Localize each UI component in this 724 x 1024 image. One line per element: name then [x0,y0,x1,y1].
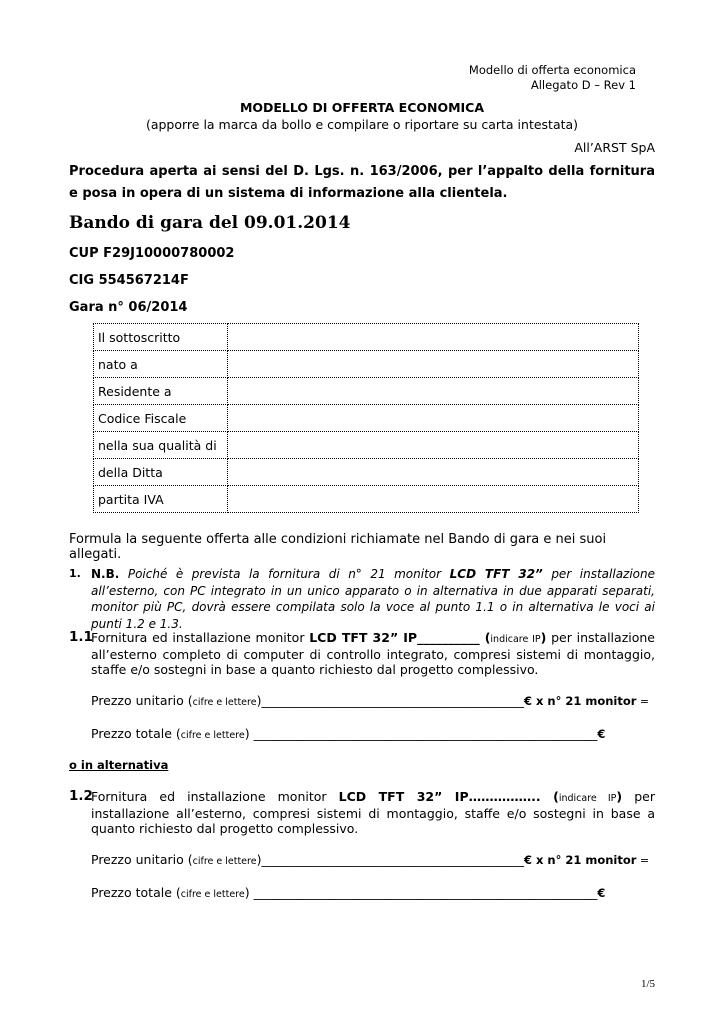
procedure-title: Procedura aperta ai sensi del D. Lgs. n. 163/2006, per l’appalto della fornitura e posa in opera di un sistema di informazione alla clientela. [69,164,655,201]
total-price-line-1-2[interactable] [91,885,605,900]
form-row-label: Codice Fiscale [94,405,228,432]
header-line-2: Allegato D – Rev 1 [530,78,636,92]
cig-code: CIG 554567214F [69,273,189,288]
form-row-value-field[interactable] [228,378,639,405]
total-price-suffix: € [597,886,606,900]
form-row-value-field[interactable] [228,324,639,351]
form-row-value-field[interactable] [228,405,639,432]
form-row [94,432,639,459]
total-price-line-1-1[interactable] [91,726,605,741]
page-number: 1/5 [640,978,655,990]
unit-price-suffix: € x n° 21 monitor [523,853,637,867]
form-row [94,486,639,513]
form-row-value-field[interactable] [228,486,639,513]
unit-price-label: Prezzo unitario ( [91,852,193,867]
form-row-label: Residente a [94,378,228,405]
nb-text-b: per installazione all’esterno, con PC integrato in un unico apparato o in alternativa in due apparati separati, monitor più PC, dovrà essere compilata solo la voce al punto 1.1 o in alternativa le voci ai punti 1.2 e 1.3. [91,567,656,631]
form-row-label: nella sua qualità di [94,432,228,459]
item-1-1-text-b: per installazione all’esterno completo di computer di controllo integrato, compresi sistemi di montaggio, staffe e/o sostegni in base a quanto richiesto dal progetto complessivo. [91,630,655,677]
form-row [94,351,639,378]
unit-price-line-1-1[interactable] [91,693,649,708]
unit-price-equals: = [636,854,650,867]
item-1-1-product: LCD TFT 32” IP__________ ( [309,630,491,645]
item-1-1 [69,630,655,677]
unit-price-suffix: € x n° 21 monitor [523,694,637,708]
item-1-1-hint: indicare IP [490,634,541,645]
unit-price-label: Prezzo unitario ( [91,693,193,708]
form-row [94,459,639,486]
nb-product: LCD TFT 32” [449,567,543,581]
unit-price-equals: = [636,695,650,708]
item-1-2-text-a: Fornitura ed installazione monitor [91,789,339,804]
item-1-1-close: ) [540,630,547,645]
unit-price-blank[interactable]: )__________________________________________ [256,852,524,867]
form-row-label: partita IVA [94,486,228,513]
offer-statement: Formula la seguente offerta alle condizioni richiamate nel Bando di gara e nei suoi allegati. [69,532,607,562]
cup-code: CUP F29J10000780002 [69,246,235,261]
form-row-value-field[interactable] [228,351,639,378]
item-1-2-close: ) [616,789,623,804]
item-1-2-text-b: per installazione all’esterno, compresi sistemi di montaggio, staffe e/o sostegni in base a quanto richiesto dal progetto complessivo. [91,789,656,836]
form-row [94,324,639,351]
total-price-blank[interactable]: ) _______________________________________________________ [244,885,598,900]
item-1-2-number: 1.2 [69,788,93,804]
bando-heading: Bando di gara del 09.01.2014 [69,213,351,233]
nb-label: N.B. [91,567,120,581]
unit-price-blank[interactable]: )__________________________________________ [256,693,524,708]
total-price-suffix: € [597,727,606,741]
item-1-2 [69,789,655,836]
form-row-label: Il sottoscritto [94,324,228,351]
form-row-value-field[interactable] [228,432,639,459]
form-row-label: della Ditta [94,459,228,486]
document-header [469,63,636,93]
total-price-hint: cifre e lettere [180,730,245,741]
form-row [94,405,639,432]
total-price-hint: cifre e lettere [180,889,245,900]
recipient: All’ARST SpA [574,140,655,155]
form-row-value-field[interactable] [228,459,639,486]
total-price-blank[interactable]: ) _______________________________________________________ [244,726,598,741]
nb-note [69,566,655,632]
total-price-label: Prezzo totale ( [91,726,181,741]
nb-text-a: Poiché è prevista la fornitura di n° 21 monitor [119,567,450,581]
nb-number: 1. [69,567,81,580]
unit-price-hint: cifre e lettere [192,856,257,867]
header-line-1: Modello di offerta economica [468,63,636,77]
item-1-1-number: 1.1 [69,629,93,645]
document-title: MODELLO DI OFFERTA ECONOMICA [239,100,485,115]
document-subtitle: (apporre la marca da bollo e compilare o riportare su carta intestata) [145,117,579,132]
form-row [94,378,639,405]
item-1-2-hint: indicare IP [558,793,617,804]
item-1-2-product: LCD TFT 32” IP…………….. ( [338,789,559,804]
alternative-heading: o in alternativa [69,758,169,772]
bidder-data-table [93,323,639,513]
total-price-label: Prezzo totale ( [91,885,181,900]
unit-price-line-1-2[interactable] [91,852,649,867]
unit-price-hint: cifre e lettere [192,697,257,708]
gara-number: Gara n° 06/2014 [69,300,188,315]
item-1-1-text-a: Fornitura ed installazione monitor [91,630,310,645]
form-row-label: nato a [94,351,228,378]
